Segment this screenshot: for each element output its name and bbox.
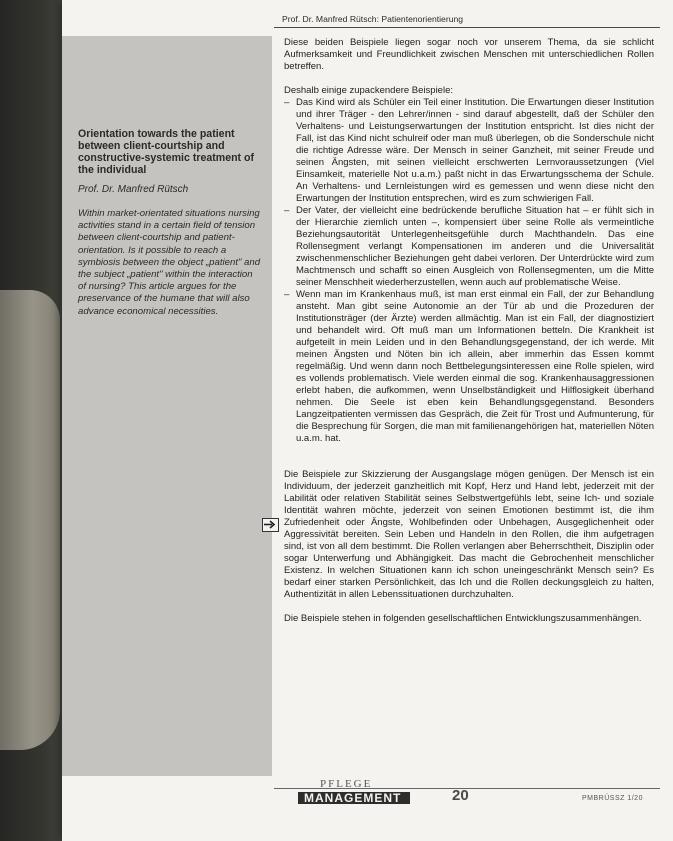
running-header: Prof. Dr. Manfred Rütsch: Patientenorientierung — [282, 14, 464, 24]
header-rule — [274, 27, 660, 28]
lead-paragraph: Deshalb einige zupackendere Beispiele: — [284, 85, 454, 96]
pflege-management-logo — [298, 778, 410, 808]
marked-paragraph: Die Beispiele zur Skizzierung der Ausgangslage mögen genügen. Der Mensch ist ein Individuum, der jederzeit ganzheitlich mit Kopf, Herz und Hand lebt, jederzeit mit der Labilität oder relativen Stabilität seines Selbstwertgefühls lebt, seine Ich- und soziale Identität wahren möchte, jederzeit von seinen Emotionen bestimmt ist, die ihm Zufriedenheit oder Ängste, Wohlbefinden oder Unbehagen, Ausgeglichenheit oder Aggressivität bereiten. Sein Leben und Handeln in den Rollen, die ihm aufgetragen sind, ist von all dem bestimmt. Die Rollen verlangen aber Beherrschtheit, Disziplin oder sogar Unterwerfung und Abhängigkeit. Das macht die Gebrochenheit menschlicher Existenz. In welchen Situationen kann ich schon uneingeschränkt Mensch sein? Es bedarf einer starken Persönlichkeit, das Ich und die Rollen deckungsgleich zu halten, Authentizität in allen Lebenssituationen durchzuhalten. — [284, 469, 654, 600]
closing-paragraph: Die Beispiele stehen in folgenden gesellschaftlichen Entwicklungszusammenhängen. — [284, 613, 642, 624]
logo-bottom-text: MANAGEMENT — [304, 791, 402, 805]
intro-paragraph: Diese beiden Beispiele liegen sogar noch vor unserem Thema, da sie schlicht Aufmerksamkeit und Freundlichkeit zwischen Menschen mit unterschiedlichen Rollen betreffen. — [284, 37, 654, 72]
logo-top-text: PFLEGE — [320, 778, 373, 790]
footer-issue: PMBRÜSSZ 1/20 — [582, 795, 643, 802]
abstract-title: Orientation towards the patient between client-courtship and constructive-systemic treatment of the individual — [78, 128, 255, 176]
arrow-right-icon — [262, 518, 279, 532]
english-abstract-box — [78, 128, 266, 318]
article-body — [284, 37, 654, 625]
list-item: – Der Vater, der vielleicht eine bedrückende berufliche Situation hat – er fühlt sich in der Hierarchie ziemlich unten –, kompensiert über seine Rolle als vermeintliche Beziehungsautorität Unterlegenheitsgefühle durch Machthandeln. Das eine Rollensegment verlangt Kompensationen im anderen und die Universalität zwischenmenschlicher Beziehungen geht dabei verloren. Der Unterdrückte wird zum Machtmensch und schafft so einen Ausgleich von Rollensegmenten, um die Mitte seiner Menschheit wiederherzustellen, wenn auch auf problematische Weise. — [284, 205, 654, 289]
list-item: – Das Kind wird als Schüler ein Teil einer Institution. Die Erwartungen dieser Institution und ihrer Träger - den Lehrer/innen - sind darauf abgestellt, daß der Schüler den Verhaltens- und Leistungserwartungen der Institution entspricht. Ist dies nicht der Fall, ist das Kind nicht schulreif oder man muß überlegen, ob die Sonderschule nicht die richtige Adresse wäre. Der Mensch in seiner Ganzheit, mit seiner Freude und seinen Ängsten, mit seinen vielleicht erschwerten Lernvoraussetzungen (Viel Einsamkeit, materielle Not u.a.m.) paßt nicht in das Erwartungsschema der Schule. An Verhaltens- und Lernleistungen wird es gemessen und wenn diese nicht den Erwartungen der Institution entsprechen, wird es zum schwierigen Fall. — [284, 97, 654, 205]
abstract-text: Within market-orientated situations nursing activities stand in a certain field of tension between client-courtship and patient-orientation. Is it possible to reach a symbiosis between the object „patient" and the subject „patient" within the interaction of nursing? This article argues for the preservance of the humane that will also advance economical necessities. — [78, 208, 261, 317]
hand-holding-page — [0, 290, 60, 750]
example-list — [284, 97, 654, 445]
page-number: 20 — [452, 787, 469, 804]
list-item: – Wenn man im Krankenhaus muß, ist man erst einmal ein Fall, der zur Behandlung ansteht. Man gibt seine Autonomie an der Tür ab und die Prozeduren der Institutionsträger (der Ärzte) werden allmächtig. Man ist ein Fall, der diagnostiziert und behandelt wird. Oft muß man um Informationen betteln. Die Krankheit ist aufgeteilt in mein Leiden und in den Behandlungsgegenstand, der ich werde. Mit meinen Ängsten und Nöten bin ich allein, aber immerhin das Essen kommt regelmäßig. Und wenn dann noch Bettbelegungsinteressen eine Rolle spielen, wird es vollends problematisch. Viele werden einmal die sog. Krankenhausaggressionen erlebt haben, die aufkommen, wenn Unselbständigkeit und Hilflosigkeit überhand nehmen. Die Seele ist eben kein Behandlungsgegenstand. Besonders Langzeitpatienten vermissen das Gespräch, die Zeit für Trost und Aufmunterung, für die Besprechung für Sorgen, die man mit familienangehörigen hat, materiellen Nöten u.a.m. hat. — [284, 289, 654, 445]
abstract-author: Prof. Dr. Manfred Rütsch — [78, 184, 189, 195]
